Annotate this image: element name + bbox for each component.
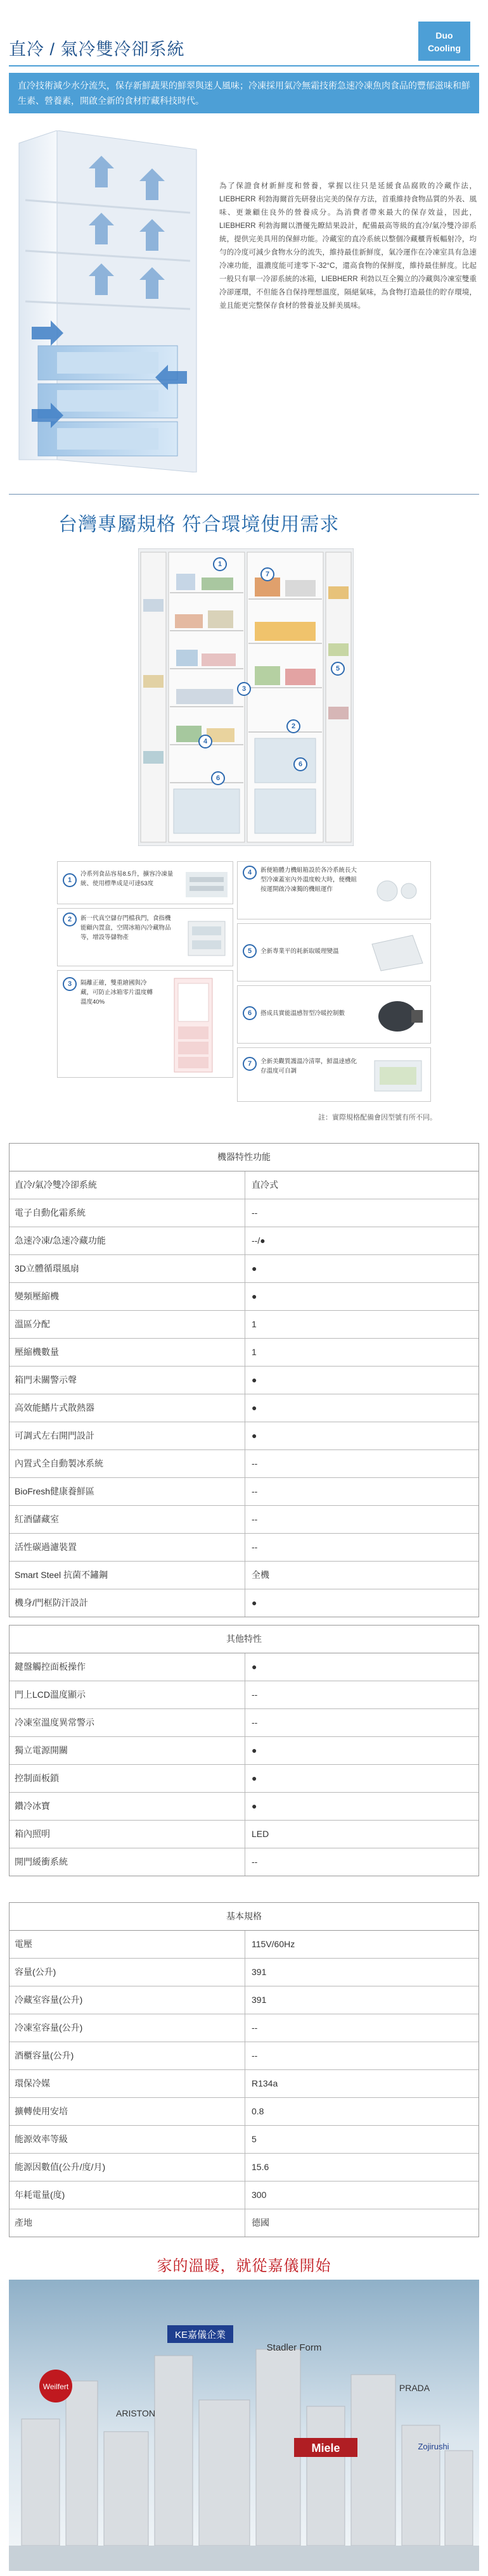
spec-value: --	[252, 2050, 258, 2061]
spec-value: 德國	[252, 2218, 269, 2228]
feature-card-3	[57, 970, 233, 1078]
spec-value: 直冷式	[252, 1180, 278, 1190]
feature-number: 5	[243, 944, 257, 958]
features-table	[9, 1143, 479, 1617]
spec-label: 冷藏室容量(公升)	[10, 1986, 245, 2014]
feature-number: 1	[63, 873, 77, 887]
spec-value: ●	[252, 1662, 257, 1672]
spec-value: 全機	[252, 1570, 269, 1580]
spec-label: 冷凍室容量(公升)	[10, 2014, 245, 2042]
spec-label: 容量(公升)	[10, 1959, 245, 1986]
feature-text: 全新美觀質護溫冷清單，鮮溫達感化存溫度可自調	[260, 1058, 357, 1075]
shelf-photo	[184, 866, 229, 901]
spec-note: 註：實際規格配備會因型號有所不同。	[318, 1114, 437, 1121]
spec-label: 溫區分配	[10, 1311, 245, 1338]
table-row	[10, 1793, 478, 1821]
brand-prada: PRADA	[399, 2383, 430, 2393]
table-row	[10, 1986, 478, 2014]
table-row	[10, 1931, 478, 1959]
spec-value: ●	[252, 1430, 257, 1441]
compressor-photo	[372, 991, 427, 1039]
airflow-description: 為了保證食材新鮮度和營養，掌握以往只是延緩食品腐敗的冷藏作法，LIEBHERR 利勃海爾首先研發出完美的保存方法，首重維持食物品質的外表、風味、更兼顧住良外的營養成分。為消費者帶來最大的保存效益，因此，LIEBHERR 利勃海爾以潛優先瞭結果設計，配備最高等級的直冷/氣冷雙冷卻系統，提供完美具用的保鮮功能。冷藏室的直冷系統以整個冷藏櫃背板輻射冷，均勻的冷度可減少食物水分的流失，維持最佳新鮮度，氣冷運作在冷凍室具有急速冷凍功能，溫濃度能可達零下-32°C，還高食物的保鮮度，維持最佳鮮度。比起一般只有單一冷卻系統的冰箱，LIEBHERR 利勃以互全獨立的冷藏與冷凍室雙重冷卻運環，不但能各自保持理想溫度，隔絕氣味，為食物打造最佳的貯存環境，並且能更完整保存食材的營養並及鮮美風味。	[219, 182, 477, 310]
brand-zojirushi: Zojirushi	[418, 2442, 449, 2451]
callout-7: 7	[260, 567, 274, 581]
spec-value: ●	[252, 1403, 257, 1413]
spec-label: 能源因數值(公升/度/月)	[10, 2154, 245, 2181]
table-row	[10, 2042, 478, 2070]
table-title: 機器特性功能	[10, 1144, 478, 1171]
feature-card-2	[57, 908, 233, 966]
spec-value: --	[252, 1514, 258, 1524]
spec-label: 3D立體循環風扇	[10, 1255, 245, 1282]
spec-value: ●	[252, 1598, 257, 1608]
spec-value: ●	[252, 1263, 257, 1273]
crisper-photo	[371, 1053, 425, 1097]
table-row	[10, 1199, 478, 1227]
footer-slogan: 家的溫暖，就從嘉儀開始	[157, 2257, 331, 2275]
table-row	[10, 2098, 478, 2126]
duo-cooling-badge	[418, 22, 470, 61]
spec-value: 391	[252, 1967, 267, 1977]
feature-text: 冷系列食品容易8.5升，擴容冷凍量統、使用標準成是可達53度	[80, 871, 174, 887]
table-row	[10, 1339, 478, 1367]
table-row	[10, 2209, 478, 2237]
spec-label: 產地	[10, 2209, 245, 2237]
spec-value: --	[252, 1717, 258, 1727]
spec-label: 鑽冷冰寶	[10, 1793, 245, 1820]
spec-value: --	[252, 1542, 258, 1552]
fridge-photo	[162, 976, 225, 1075]
table-row	[10, 1367, 478, 1394]
divider	[9, 65, 479, 66]
spec-value: 115V/60Hz	[252, 1939, 295, 1949]
spec-label: 年耗電量(度)	[10, 2181, 245, 2209]
callout-2: 2	[286, 719, 300, 733]
callout-5: 5	[331, 662, 345, 676]
spec-label: 開門緩衝系統	[10, 1848, 245, 1876]
spec-label: 電子自動化霜系統	[10, 1199, 245, 1227]
table-row	[10, 1478, 478, 1506]
callout-3: 3	[237, 682, 251, 696]
callout-1: 1	[213, 557, 227, 571]
spec-value: ●	[252, 1375, 257, 1385]
spec-label: 壓縮機數量	[10, 1339, 245, 1366]
spec-label: 高效能鰭片式散熱器	[10, 1394, 245, 1422]
table-row	[10, 1737, 478, 1765]
spec-value: 5	[252, 2134, 257, 2144]
spec-label: 活性碳過濾裝置	[10, 1534, 245, 1561]
spec-value: 0.8	[252, 2106, 264, 2116]
spec-label: 箱內照明	[10, 1821, 245, 1848]
spec-value: --	[252, 1857, 258, 1867]
section-title: 台灣專屬規格 符合環境使用需求	[58, 514, 340, 535]
feature-card-6	[237, 985, 431, 1044]
spec-label: Smart Steel 抗菌不鏽鋼	[10, 1562, 245, 1589]
table-row	[10, 2126, 478, 2154]
steel-panel-photo	[368, 931, 427, 975]
spec-value: R134a	[252, 2078, 278, 2088]
spec-value: --	[252, 1689, 258, 1700]
table-row	[10, 2181, 478, 2209]
other-features-table	[9, 1625, 479, 1876]
fridge-airflow-illustration	[13, 130, 209, 472]
spec-label: 內置式全自動製冰系統	[10, 1450, 245, 1477]
brand-kejia: KE嘉儀企業	[174, 2330, 226, 2340]
feature-card-4	[237, 861, 431, 919]
table-row	[10, 1765, 478, 1793]
table-row	[10, 1311, 478, 1339]
table-row	[10, 1422, 478, 1450]
table-row	[10, 1709, 478, 1737]
spec-value: ●	[252, 1745, 257, 1755]
badge-line-1: Duo	[435, 30, 453, 41]
table-row	[10, 2154, 478, 2181]
brand-skyline-banner	[9, 2280, 479, 2571]
feature-card-1	[57, 861, 233, 904]
spec-label: 控制面板鎖	[10, 1765, 245, 1792]
divider	[9, 494, 479, 495]
spec-label: 可調式左右開門設計	[10, 1422, 245, 1449]
spec-label: 變頻壓縮機	[10, 1283, 245, 1310]
spec-value: 15.6	[252, 2162, 269, 2172]
spec-label: 獨立電源開關	[10, 1737, 245, 1764]
feature-text: 搭成具實能溫感智型冷暖控制數	[260, 1010, 345, 1017]
spec-label: 紅酒儲藏室	[10, 1506, 245, 1533]
section-title: 直冷 / 氣冷雙冷卻系統	[9, 40, 185, 59]
feature-number: 3	[63, 977, 77, 991]
spec-value: --/●	[252, 1235, 266, 1246]
table-row	[10, 1681, 478, 1709]
feature-text: 隔離正確，雙重繪國與冷藏，可防止冰箱零片溫度轉溫度40%	[80, 980, 153, 1006]
basic-spec-table	[9, 1902, 479, 2237]
table-row	[10, 1394, 478, 1422]
feature-text: 全新專業平的耗新取暖理變溫	[260, 948, 339, 955]
table-row	[10, 1534, 478, 1562]
table-row	[10, 1283, 478, 1311]
table-row	[10, 1848, 478, 1876]
spec-label: 能源效率等級	[10, 2126, 245, 2153]
badge-line-2: Cooling	[427, 43, 461, 53]
side-by-side-fridge-illustration	[138, 548, 354, 846]
spec-label: 酒櫃容量(公升)	[10, 2042, 245, 2069]
spec-value: ●	[252, 1801, 257, 1811]
feature-card-7	[237, 1047, 431, 1102]
table-row	[10, 1227, 478, 1255]
brand-stadler: Stadler Form	[266, 2342, 322, 2353]
table-row	[10, 1589, 478, 1617]
spec-label: BioFresh健康養鮮區	[10, 1478, 245, 1505]
callout-4: 4	[198, 735, 212, 748]
spec-value: --	[252, 1486, 258, 1496]
brand-weilfert: Weilfert	[42, 2382, 69, 2391]
feature-number: 4	[243, 866, 257, 880]
table-title: 基本規格	[10, 1903, 478, 1931]
spec-label: 擴轉使用安培	[10, 2098, 245, 2125]
feature-number: 2	[63, 912, 77, 926]
door-bin-photo	[184, 915, 229, 961]
spec-label: 機身/門框防汗設計	[10, 1589, 245, 1617]
spec-value: 1	[252, 1319, 257, 1329]
brand-ariston: ARISTON	[116, 2408, 155, 2418]
table-row	[10, 1562, 478, 1589]
spec-label: 冷凍室溫度異常警示	[10, 1709, 245, 1736]
spec-value: ●	[252, 1291, 257, 1301]
spec-label: 電壓	[10, 1931, 245, 1958]
spec-label: 箱門未關警示聲	[10, 1367, 245, 1394]
control-panel-photo	[371, 869, 424, 911]
spec-value: 300	[252, 2190, 267, 2200]
feature-number: 7	[243, 1057, 257, 1071]
table-row	[10, 1653, 478, 1681]
callout-6: 6	[211, 771, 225, 785]
table-row	[10, 1450, 478, 1478]
table-row	[10, 2014, 478, 2042]
spec-label: 門上LCD溫度顯示	[10, 1681, 245, 1708]
spec-label: 急速冷凍/急速冷藏功能	[10, 1227, 245, 1254]
feature-text: 新一代真空儲存門檔我門，食指機能顧內置盒，空間冰箱內冷藏物品等，增設等儲物產	[80, 915, 171, 941]
intro-banner: 直冷技術減少水分流失，保存新鮮蔬果的鮮翠與迷人風味；冷凍採用氣冷無霜技術急速冷凍魚肉食品的豐郁滋味和鮮生素、營養素，開啟全新的食材貯藏科技時代。	[9, 73, 479, 113]
spec-value: 391	[252, 1995, 267, 2005]
table-row	[10, 1506, 478, 1534]
spec-value: --	[252, 2023, 258, 2033]
table-title: 其他特性	[10, 1626, 478, 1653]
brand-miele: Miele	[311, 2442, 340, 2454]
spec-label: 環保冷媒	[10, 2070, 245, 2097]
spec-value: ●	[252, 1773, 257, 1783]
feature-text: 新便箱體力機組箱設於各冷系統長大型冷凍蓋室內外溫度較大時，便機組按運開啟冷凍獨的機組運作	[260, 867, 357, 893]
spec-value: LED	[252, 1829, 269, 1839]
feature-number: 6	[243, 1006, 257, 1020]
spec-value: --	[252, 1208, 258, 1218]
spec-value: --	[252, 1458, 258, 1468]
spec-label: 鍵盤觸控面板操作	[10, 1653, 245, 1681]
spec-label: 直冷/氣冷雙冷卻系統	[10, 1171, 245, 1199]
table-row	[10, 1821, 478, 1848]
feature-card-5	[237, 923, 431, 982]
callout-6b: 6	[293, 757, 307, 771]
table-row	[10, 1959, 478, 1986]
table-row	[10, 1255, 478, 1283]
table-row	[10, 1171, 478, 1199]
table-row	[10, 2070, 478, 2098]
spec-value: 1	[252, 1347, 257, 1357]
